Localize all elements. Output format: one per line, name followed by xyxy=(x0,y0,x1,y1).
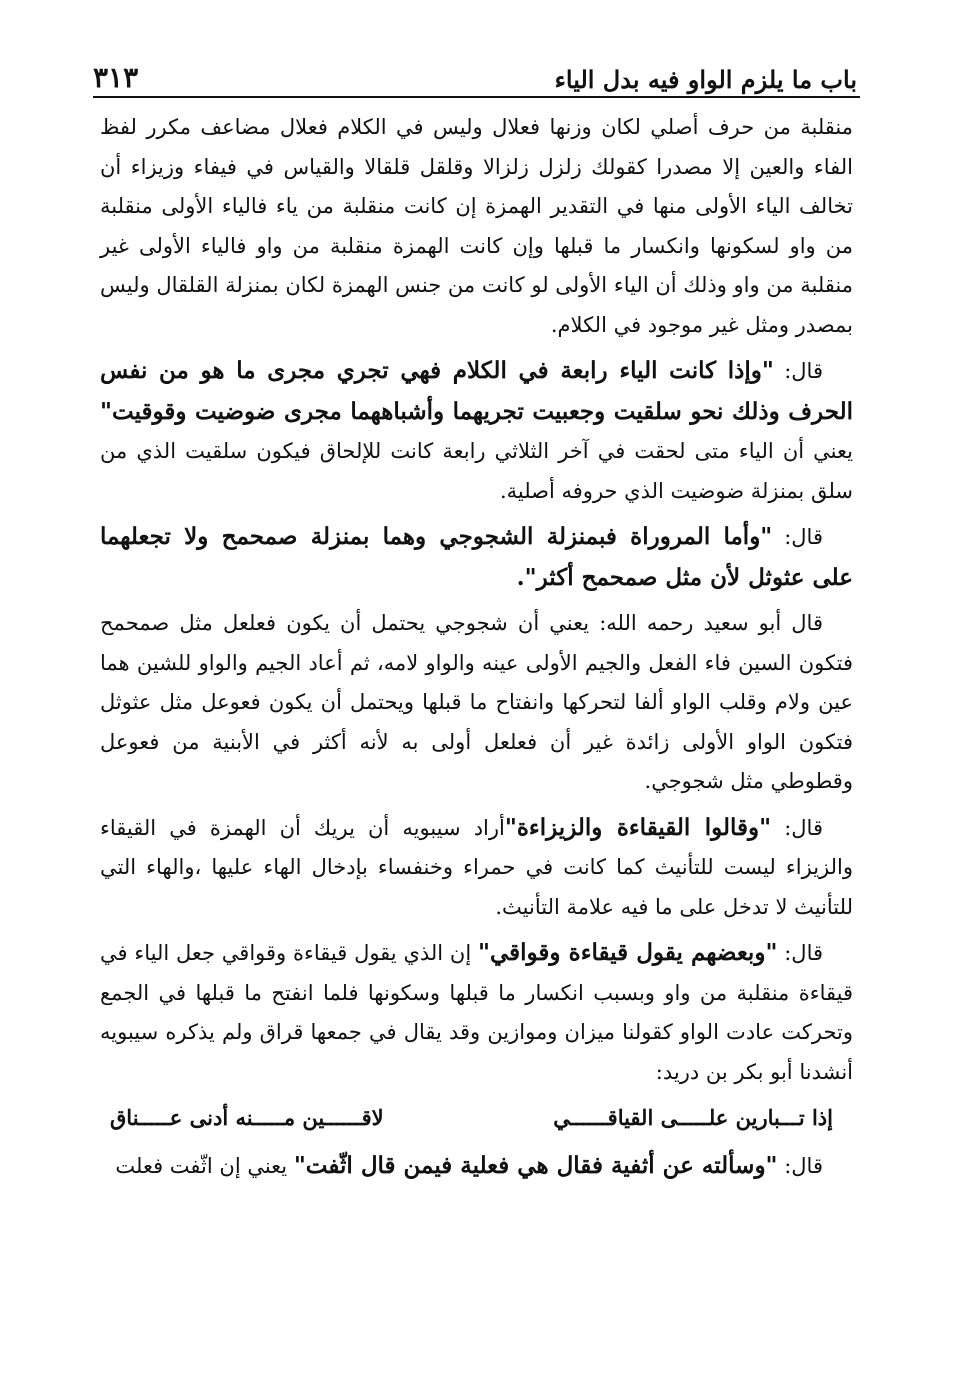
paragraph xyxy=(100,517,853,598)
quoted-text: "وقالوا القيقاءة والزيزاءة" xyxy=(504,813,772,841)
paragraph-text: أراد سيبويه أن يريك أن الهمزة في القيقاء والزيزاء ليست للتأنيث كما كانت في حمراء وخنفساء بإدخال الهاء عليها ،والهاء التي للتأنيث لا تدخل على ما فيه علامة التأنيث. xyxy=(100,815,853,919)
last-paragraph-lead: قال: xyxy=(777,1153,823,1178)
poem-verse xyxy=(100,1098,853,1138)
paragraphs xyxy=(100,108,853,1092)
verse-second-hemistich: لاقــــــين مـــــنه أدنى عـــــناق xyxy=(110,1105,384,1130)
paragraph xyxy=(100,108,853,345)
running-title: باب ما يلزم الواو فيه بدل الياء xyxy=(554,65,857,94)
paragraph xyxy=(100,933,853,1092)
paragraph-text: يعني أن الياء متى لحقت في آخر الثلاثي رابعة كانت للإلحاق فيكون سلقيت الذي من سلق بمنزلة ضوضيت الذي حروفه أصلية. xyxy=(100,439,853,503)
paragraph-text: قال: xyxy=(773,359,823,383)
paragraph-text: قال: xyxy=(771,815,823,840)
quoted-text: "وأما المروراة فبمنزلة الشجوجي وهما بمنزلة صمحمح ولا تجعلهما على عثوثل لأن مثل صمحمح أكثر". xyxy=(100,523,853,591)
paragraph xyxy=(100,808,853,928)
quoted-text: "وإذا كانت الياء رابعة في الكلام فهي تجري مجرى ما هو من نفس الحرف وذلك نحو سلقيت وجعبيت تجريهما وأشباههما مجرى ضوضيت وقوقيت" xyxy=(100,357,853,425)
paragraph-text: إن الذي يقول قيقاءة وقواقي جعل الياء في قيقاءة منقلبة من واو وبسبب انكسار ما قبلها وسكونها فلما انفتح ما قبلها في الجمع وتحركت عادت الواو كقولنا ميزان وموازين وقد يقال في جمعها قراق ولم يذكره سيبويه أنشدنا أبو بكر بن دريد: xyxy=(100,941,853,1084)
last-paragraph-rest: يعني إن اثّفت فعلت xyxy=(115,1153,294,1178)
paragraph xyxy=(100,604,853,802)
page-body xyxy=(100,108,853,1192)
page-header xyxy=(93,44,857,94)
last-paragraph xyxy=(100,1146,853,1187)
last-paragraph-quote: "وسألته عن أثفية فقال هي فعلية فيمن قال اثّفت" xyxy=(293,1151,778,1179)
quoted-text: "وبعضهم يقول قيقاءة وقواقي" xyxy=(478,939,778,966)
paragraph-text: قال أبو سعيد رحمه الله: يعني أن شجوجي يحتمل أن يكون فعلعل مثل صمحمح فتكون السين فاء الفعل والجيم الأولى عينه والواو لامه، ثم أعاد الجيم والواو للشين هما عين ولام وقلب الواو ألفا لتحركها وانفتاح ما قبلها ويحتمل أن يكون فعوعل مثل عثوثل فتكون الواو الأولى زائدة غير أن فعلعل أولى به لأنه أكثر في الأبنية من فعوعل وقطوطي مثل شجوجي. xyxy=(100,611,853,793)
verse-first-hemistich: إذا تـــبارين علـــــى القياقــــــي xyxy=(553,1105,833,1130)
paragraph-text: قال: xyxy=(777,941,824,965)
paragraph-text: منقلبة من حرف أصلي لكان وزنها فعلال وليس في الكلام فعلال مضاعف مكرر لفظ الفاء والعين إلا مصدرا كقولك زلزل زلزالا وقلقل قلقالا والقياس في فيفاء وزيزاء أن تخالف الياء الأولى منها في التقدير الهمزة إن كانت منقلبة من ياء فالياء الأولى منقلبة من واو لسكونها وانكسار ما قبلها وإن كانت الهمزة منقلبة من واو فالياء الأولى غير منقلبة من واو وذلك أن الياء الأولى لو كانت من جنس الهمزة لكان بمنزلة القلقال وليس بمصدر ومثل غير موجود في الكلام. xyxy=(100,115,853,337)
paragraph xyxy=(100,351,853,511)
page-number: ٣١٣ xyxy=(93,61,139,94)
paragraph-text: قال: xyxy=(772,525,823,549)
header-rule xyxy=(93,96,860,98)
